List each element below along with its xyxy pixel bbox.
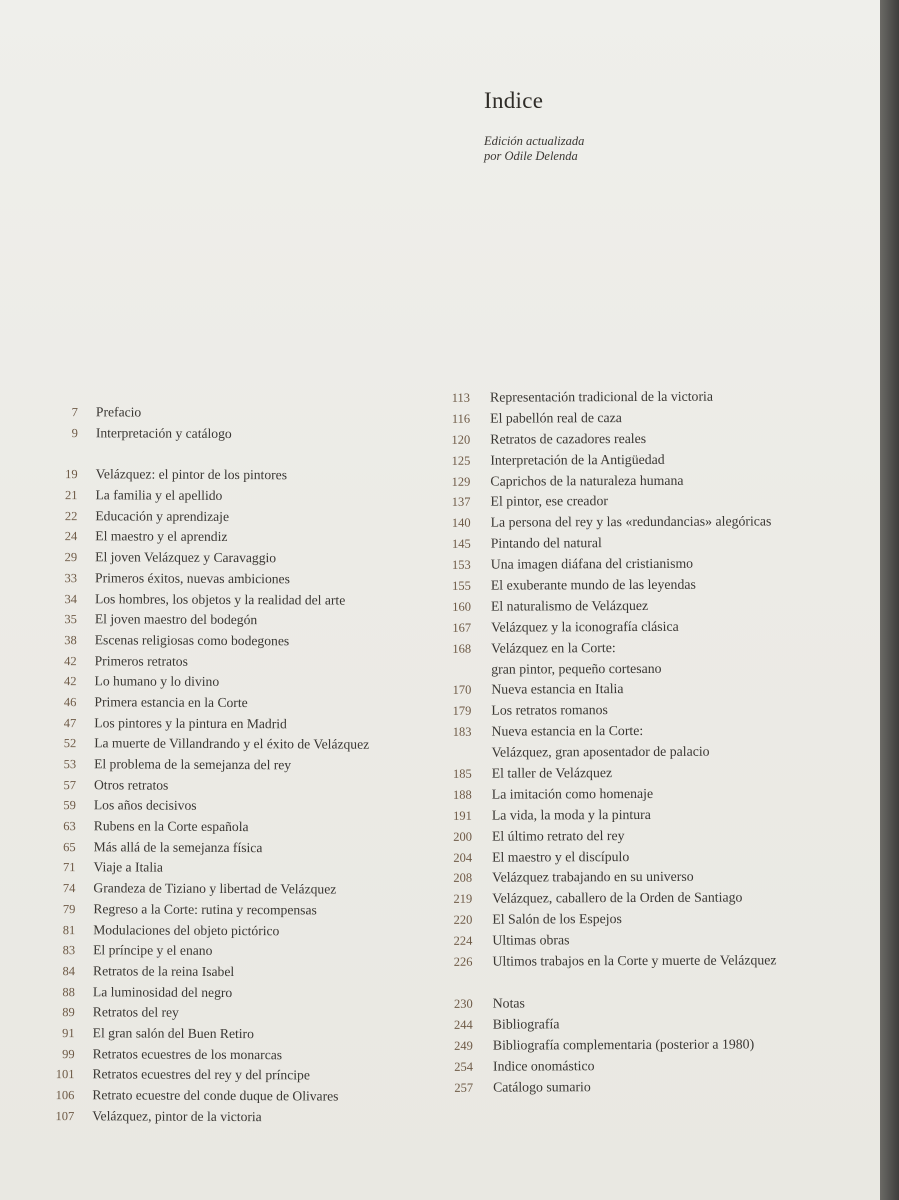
toc-entry <box>410 492 608 513</box>
toc-entry <box>40 423 232 444</box>
toc-entry-title: Modulaciones del objeto pictórico <box>93 921 280 938</box>
toc-entry <box>413 1015 560 1036</box>
toc-page-number: 167 <box>452 620 472 635</box>
toc-entry <box>411 534 602 555</box>
toc-entry-title: Velázquez, caballero de la Orden de Santiago <box>492 889 743 907</box>
toc-page-number: 183 <box>452 724 472 740</box>
toc-entry <box>39 506 230 527</box>
toc-entry-title: Los años decisivos <box>93 797 197 814</box>
toc-entry <box>410 409 622 430</box>
toc-entry-title: Velázquez trabajando en su universo <box>492 869 694 886</box>
toc-page-number: 160 <box>452 599 471 614</box>
toc-entry <box>412 889 743 910</box>
toc-entry-title: Grandeza de Tiziano y libertad de Velázquez <box>93 880 337 897</box>
toc-page-number: 63 <box>63 819 76 834</box>
toc-page-number: 224 <box>453 933 473 948</box>
toc-entry <box>411 722 644 743</box>
toc-page-number: 219 <box>453 892 473 907</box>
toc-page-number: 52 <box>63 736 77 751</box>
toc-page-number: 120 <box>451 432 471 447</box>
toc-entry <box>39 651 188 672</box>
toc-entry <box>410 471 684 492</box>
toc-entry <box>38 837 263 858</box>
toc-entry <box>38 775 169 796</box>
toc-entry <box>39 630 290 651</box>
toc-entry-title: Interpretación de la Antigüedad <box>490 451 665 468</box>
toc-entry-title: Escenas religiosas como bodegones <box>94 632 290 649</box>
toc-entry-title: Notas <box>492 995 525 1011</box>
toc-entry <box>412 764 613 785</box>
toc-entry-title: Los pintores y la pintura en Madrid <box>94 714 287 731</box>
toc-page-number: 101 <box>55 1067 75 1082</box>
toc-entry-title: Retratos ecuestres de los monarcas <box>92 1045 283 1062</box>
toc-entry <box>38 733 370 754</box>
toc-entry-title: El gran salón del Buen Retiro <box>92 1025 254 1042</box>
toc-entry <box>36 1085 339 1106</box>
toc-page-number: 137 <box>451 495 471 510</box>
toc-page-number: 204 <box>453 850 473 865</box>
toc-page-number: 89 <box>62 1005 75 1020</box>
toc-entry-title: El pabellón real de caza <box>490 409 622 426</box>
toc-entry-title: El último retrato del rey <box>491 827 625 844</box>
toc-page-number: 88 <box>62 984 75 999</box>
toc-entry-title: La imitación como homenaje <box>491 785 654 802</box>
toc-entry-title: Velázquez: el pintor de los pintores <box>95 466 288 483</box>
toc-entry <box>39 568 290 589</box>
toc-page-number: 170 <box>452 683 472 698</box>
toc-entry <box>412 743 710 764</box>
toc-entry <box>411 597 649 618</box>
toc-entry-title: Más allá de la semejanza física <box>93 839 263 855</box>
toc-entry <box>411 555 694 576</box>
toc-entry <box>40 464 288 485</box>
toc-entry-title: El pintor, ese creador <box>490 493 608 510</box>
toc-entry-title: Retratos del rey <box>92 1004 179 1020</box>
toc-entry <box>410 450 665 471</box>
toc-entry-title: El problema de la semejanza del rey <box>94 756 292 773</box>
toc-page-number: 188 <box>452 787 472 802</box>
toc-page-number: 19 <box>65 467 78 482</box>
toc-entry <box>410 430 647 451</box>
toc-entry <box>413 994 525 1015</box>
toc-page-number: 74 <box>62 881 76 896</box>
toc-entry-title: Educación y aprendizaje <box>95 508 230 524</box>
toc-entry <box>36 1064 310 1085</box>
toc-page-number: 140 <box>451 516 471 531</box>
toc-entry <box>38 795 197 816</box>
toc-page-number: 129 <box>451 474 471 489</box>
toc-entry-title: Nueva estancia en la Corte: <box>491 723 644 739</box>
toc-page-number: 116 <box>451 411 471 426</box>
toc-page-number: 9 <box>71 425 78 440</box>
edition-credit <box>484 134 584 164</box>
toc-page-number: 65 <box>63 839 76 854</box>
toc-entry-title: gran pintor, pequeño cortesano <box>491 660 662 677</box>
edition-line: Edición actualizada <box>484 134 585 148</box>
toc-entry-title: Nueva estancia en Italia <box>491 681 624 698</box>
book-spine-shadow <box>880 0 899 1200</box>
toc-page-number: 33 <box>64 570 78 586</box>
toc-page-number: 125 <box>451 453 471 468</box>
toc-page-number: 83 <box>62 943 76 958</box>
toc-entry <box>411 701 608 722</box>
toc-page-number: 79 <box>62 901 76 917</box>
toc-entry <box>37 1002 179 1023</box>
toc-entry-title: Los retratos romanos <box>491 702 608 719</box>
toc-page-number: 99 <box>62 1046 75 1061</box>
toc-entry <box>38 816 249 837</box>
toc-entry <box>412 931 570 952</box>
page-title: Indice <box>484 88 544 113</box>
toc-entry <box>411 680 624 701</box>
toc-entry-title: Representación tradicional de la victoria <box>490 388 714 405</box>
toc-entry-title: Ultimos trabajos en la Corte y muerte de Velázquez <box>492 952 777 969</box>
toc-entry <box>40 402 142 423</box>
toc-entry-title: Primeros retratos <box>94 652 188 669</box>
toc-page-number: 168 <box>452 641 472 656</box>
toc-entry-title: El exuberante mundo de las leyendas <box>490 576 696 593</box>
toc-page-number: 34 <box>64 591 78 606</box>
toc-entry-title: El joven maestro del bodegón <box>94 611 258 628</box>
toc-entry-title: Velázquez, gran aposentador de palacio <box>491 743 710 760</box>
toc-page-number: 244 <box>453 1017 473 1032</box>
toc-entry <box>38 671 220 692</box>
toc-entry <box>411 659 662 680</box>
toc-entry-title: Primera estancia en la Corte <box>94 694 248 711</box>
toc-page-number: 29 <box>64 550 78 565</box>
toc-entry <box>39 609 258 630</box>
toc-entry <box>36 1106 262 1127</box>
toc-entry <box>37 878 337 899</box>
toc-entry <box>411 618 679 639</box>
toc-page-number: 7 <box>71 405 78 420</box>
toc-entry-title: Ultimas obras <box>492 932 570 948</box>
toc-entry-title: El joven Velázquez y Caravaggio <box>95 549 277 566</box>
toc-entry <box>37 1023 254 1044</box>
toc-entry-title: Velázquez, pintor de la victoria <box>92 1107 262 1124</box>
toc-page-number: 185 <box>452 766 472 781</box>
toc-entry <box>39 526 228 547</box>
toc-entry-title: El taller de Velázquez <box>491 765 613 781</box>
toc-entry <box>37 982 233 1003</box>
toc-entry-title: Indice onomástico <box>492 1057 595 1074</box>
toc-column-left <box>36 402 370 1127</box>
toc-page-number: 257 <box>454 1080 474 1095</box>
toc-entry-title: Otros retratos <box>93 776 169 793</box>
toc-entry-title: El príncipe y el enano <box>93 942 213 959</box>
toc-entry-title: Bibliografía complementaria (posterior a 1980) <box>492 1036 755 1053</box>
toc-entry <box>411 576 696 597</box>
toc-page-number: 145 <box>451 536 471 552</box>
toc-page-number: 21 <box>64 488 78 503</box>
toc-entry <box>413 1056 595 1077</box>
toc-entry <box>412 806 651 827</box>
toc-entry-title: El Salón de los Espejos <box>492 911 622 927</box>
toc-page-number: 191 <box>453 808 472 823</box>
toc-entry-title: El naturalismo de Velázquez <box>490 597 649 614</box>
author-line: por Odile Delenda <box>484 149 578 163</box>
toc-entry <box>413 1035 755 1056</box>
toc-page-number: 179 <box>452 704 472 719</box>
toc-page-number: 113 <box>451 390 471 405</box>
toc-entry <box>37 919 280 940</box>
toc-entry-title: Retratos ecuestres del rey y del príncipe <box>92 1066 310 1083</box>
toc-page-number: 220 <box>453 912 473 928</box>
toc-page-number: 200 <box>453 829 472 844</box>
toc-entry-title: Interpretación y catálogo <box>95 424 232 441</box>
toc-entry <box>37 1044 283 1065</box>
toc-entry-title: Bibliografía <box>492 1016 560 1032</box>
toc-entry <box>39 547 277 568</box>
toc-page-number: 38 <box>64 633 77 648</box>
toc-entry-title: Los hombres, los objetos y la realidad del arte <box>94 590 346 608</box>
toc-page-number: 107 <box>55 1108 75 1123</box>
toc-entry-title: Una imagen diáfana del cristianismo <box>490 555 694 572</box>
toc-page-number: 249 <box>454 1038 473 1053</box>
toc-entry <box>37 899 317 920</box>
toc-page-number: 226 <box>453 954 473 969</box>
toc-entry-title: Primeros éxitos, nuevas ambiciones <box>95 570 290 587</box>
toc-page-number: 81 <box>62 922 76 937</box>
toc-page-number: 22 <box>64 508 78 523</box>
toc-entry-title: La luminosidad del negro <box>92 983 233 1000</box>
toc-entry <box>413 1077 591 1098</box>
toc-entry-title: El maestro y el discípulo <box>492 848 630 865</box>
toc-page-number: 24 <box>64 529 78 544</box>
toc-entry <box>39 485 223 506</box>
toc-entry <box>38 713 287 734</box>
toc-page-number: 254 <box>454 1059 473 1074</box>
toc-entry <box>412 785 654 806</box>
toc-entry <box>38 692 248 713</box>
toc-page-number: 84 <box>62 964 76 979</box>
toc-entry <box>37 961 235 982</box>
toc-page-number: 42 <box>64 674 77 689</box>
toc-entry-title: Rubens en la Corte española <box>93 818 249 835</box>
toc-entry-title: El maestro y el aprendiz <box>95 528 228 545</box>
toc-entry <box>412 847 630 868</box>
toc-entry <box>412 868 694 889</box>
toc-page-number: 155 <box>452 578 471 593</box>
toc-page-number: 71 <box>63 860 76 875</box>
toc-entry <box>412 910 622 931</box>
toc-column-right <box>410 388 777 1099</box>
toc-page-number: 91 <box>62 1026 75 1041</box>
toc-entry <box>37 940 213 961</box>
toc-entry-title: La familia y el apellido <box>95 487 223 504</box>
toc-entry <box>410 388 714 409</box>
toc-page-number: 230 <box>453 996 473 1011</box>
toc-page-number: 35 <box>64 612 77 627</box>
toc-page-number: 59 <box>63 798 76 813</box>
toc-entry-title: Caprichos de la naturaleza humana <box>490 472 684 489</box>
toc-page-number: 57 <box>63 777 77 792</box>
toc-entry <box>412 826 625 847</box>
toc-page-number: 53 <box>63 757 77 772</box>
toc-entry <box>38 754 292 775</box>
toc-entry-title: Lo humano y lo divino <box>94 673 220 690</box>
toc-entry <box>412 952 777 973</box>
toc-page-number: 46 <box>63 695 77 710</box>
toc-entry-title: La muerte de Villandrando y el éxito de Velázquez <box>94 735 370 753</box>
toc-page-number: 106 <box>55 1088 75 1103</box>
toc-entry-title: Viaje a Italia <box>93 859 163 876</box>
toc-entry <box>411 513 772 534</box>
toc-page-number: 42 <box>64 653 77 668</box>
toc-entry-title: Prefacio <box>95 404 142 420</box>
toc-entry-title: Retratos de la reina Isabel <box>92 963 235 979</box>
toc-entry <box>411 638 616 659</box>
toc-entry-title: Retrato ecuestre del conde duque de Olivares <box>92 1087 339 1104</box>
toc-entry-title: Retratos de cazadores reales <box>490 430 647 447</box>
toc-entry-title: Velázquez y la iconografía clásica <box>491 618 679 635</box>
toc-entry-title: La persona del rey y las «redundancias» alegóricas <box>490 513 772 530</box>
toc-entry-title: Pintando del natural <box>490 535 602 551</box>
toc-entry-title: Regreso a la Corte: rutina y recompensas <box>93 901 317 918</box>
toc-entry <box>38 857 163 878</box>
toc-entry <box>39 588 346 609</box>
toc-page-number: 208 <box>453 871 473 886</box>
toc-entry-title: Catálogo sumario <box>493 1078 591 1095</box>
toc-entry-title: Velázquez en la Corte: <box>491 639 616 656</box>
toc-page-number: 153 <box>451 557 471 572</box>
toc-page-number: 47 <box>63 715 77 730</box>
toc-entry-title: La vida, la moda y la pintura <box>491 806 651 823</box>
